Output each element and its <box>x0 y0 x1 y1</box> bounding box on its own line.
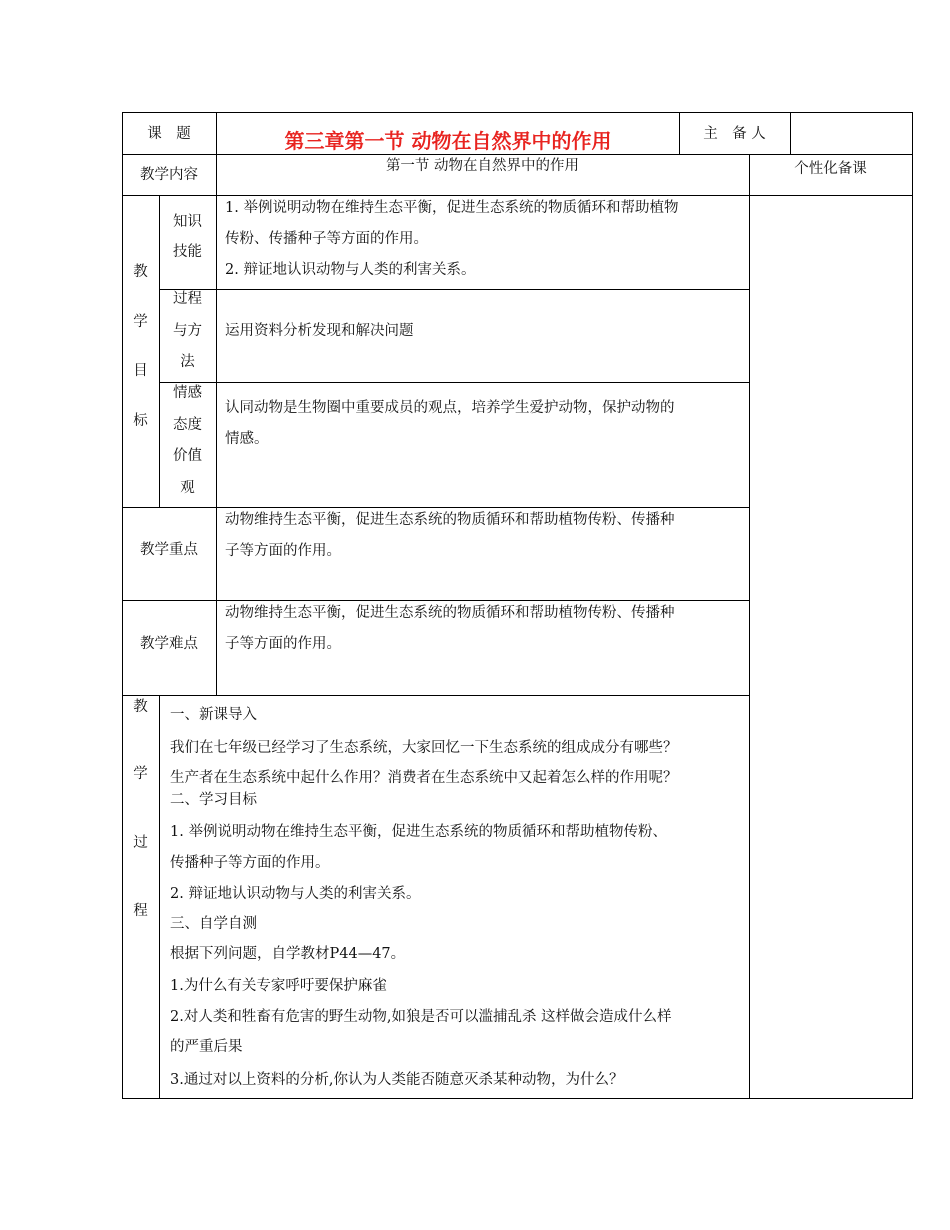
teaching-content-label: 教学内容 <box>140 167 198 183</box>
emotion-values-text: 认同动物是生物圈中重要成员的观点，培养学生爱护动物，保护动物的 情感。 <box>225 400 675 447</box>
difficulties-label: 教学难点 <box>140 636 198 652</box>
lesson-title: 第三章第一节 动物在自然界中的作用 <box>284 129 612 153</box>
key-points-text: 动物维持生态平衡，促进生态系统的物质循环和帮助植物传粉、传播种 子等方面的作用。 <box>225 512 675 559</box>
difficulties-text: 动物维持生态平衡，促进生态系统的物质循环和帮助植物传粉、传播种 子等方面的作用。 <box>225 605 675 652</box>
personalized-prep-label: 个性化备课 <box>794 161 867 177</box>
process-method-text: 运用资料分析发现和解决问题 <box>225 323 414 339</box>
key-points-label: 教学重点 <box>140 542 198 558</box>
teaching-content-value: 第一节 动物在自然界中的作用 <box>385 158 580 174</box>
topic-label: 课 题 <box>147 126 191 142</box>
knowledge-skills-text: 1. 举例说明动物在维持生态平衡，促进生态系统的物质循环和帮助植物 传粉、传播种子等方面的作用。 2. 辩证地认识动物与人类的利害关系。 <box>225 200 679 278</box>
preparer-label: 主 备 人 <box>703 126 766 142</box>
